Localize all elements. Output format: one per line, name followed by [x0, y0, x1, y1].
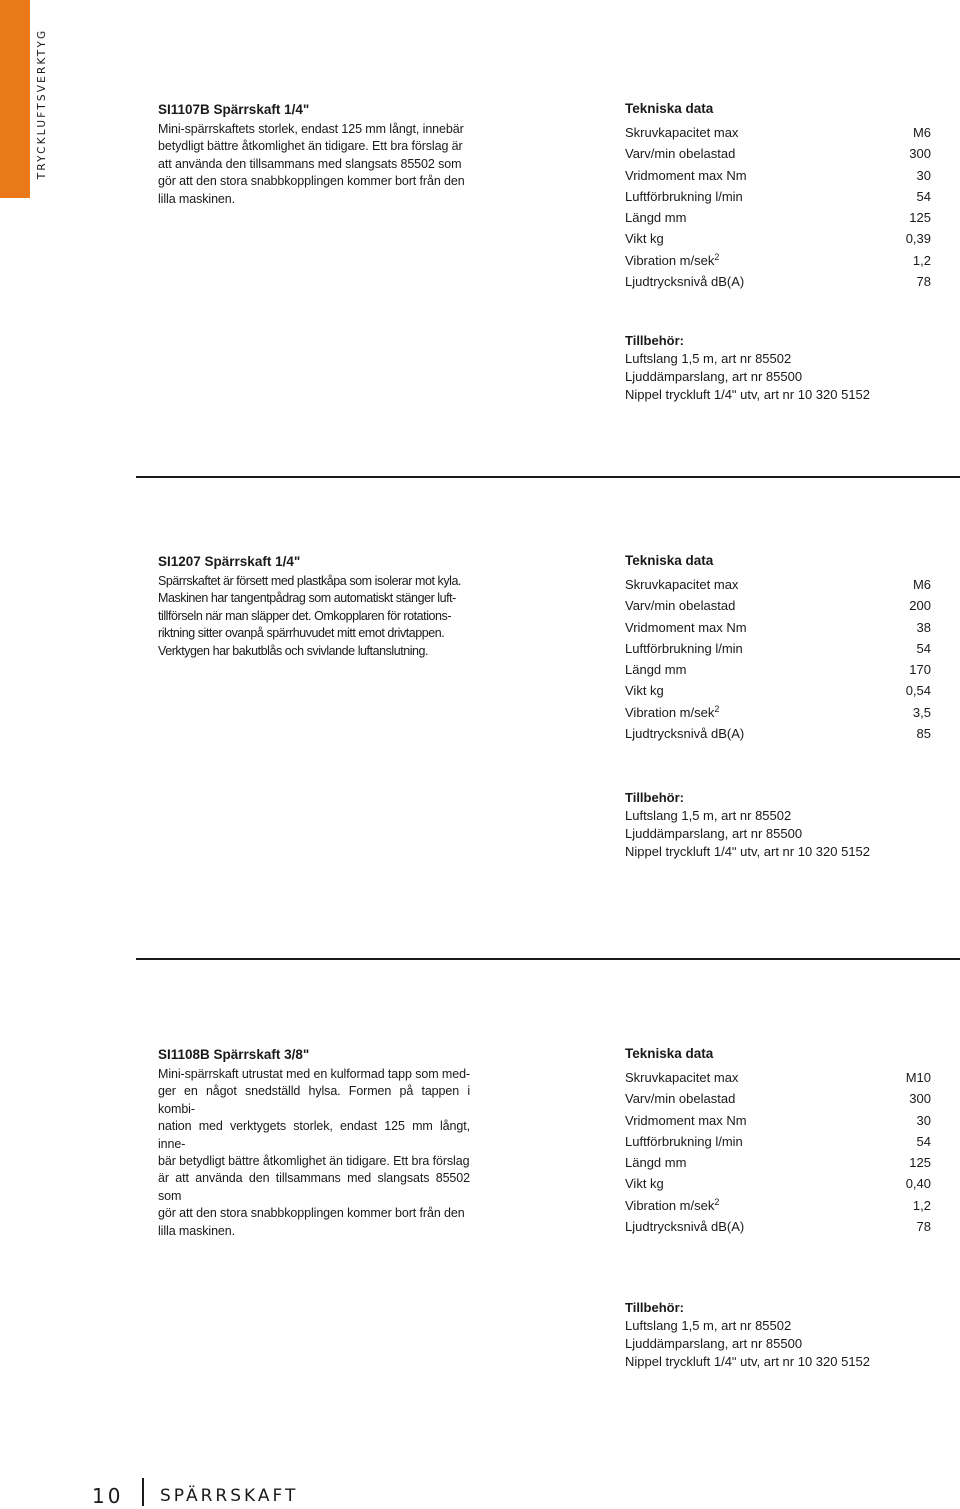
section-divider — [136, 958, 960, 960]
spec-row: Varv/min obelastad 300 — [625, 1091, 931, 1107]
accessory-item: Nippel tryckluft 1/4ʺ utv, art nr 10 320 5152 — [625, 843, 871, 859]
spec-row: Varv/min obelastad 200 — [625, 598, 931, 614]
spec-row: Längd mm 125 — [625, 1155, 931, 1171]
tech-specs-table — [625, 100, 931, 292]
page-number: 10 — [92, 1484, 124, 1508]
spec-row: Vibration m/sek$^2$ 1,2 — [625, 251, 931, 268]
accessory-item: Ljuddämparslang, art nr 85500 — [625, 368, 803, 384]
product-text: Mini-spärrskaftets storlek, endast 125 mm långt, innebär betydligt bättre åtkomlighet än tidigare. Ett bra förslag är att använda den tillsammans med slangsats 85502 som gör att den stora snabbkopplingen kommer bort från den lilla maskinen. — [158, 122, 465, 206]
tech-specs-title: Tekniska data — [625, 1046, 714, 1061]
product-description — [158, 553, 470, 660]
accessories — [625, 332, 925, 403]
accessory-item: Nippel tryckluft 1/4ʺ utv, art nr 10 320 5152 — [625, 1353, 871, 1369]
product-title: SI1108B Spärrskaft 3/8ʺ — [158, 1047, 310, 1062]
spec-row: Luftförbrukning l/min 54 — [625, 1133, 931, 1149]
spec-row: Vridmoment max Nm 30 — [625, 167, 931, 183]
tech-specs-table — [625, 1045, 931, 1237]
spec-row: Skruvkapacitet max M6 — [625, 577, 931, 592]
product-text: Spärrskaftet är försett med plastkåpa som isolerar mot kyla. Maskinen har tangentpådrag som automatiskt stänger luft- tillförseln när man släpper det. Omkopplaren för rotations- riktning sitter ovanpå spärrhuvudet mitt emot drivtappen. Verktygen har bakutblås och svivlande luftanslutning. — [158, 574, 461, 658]
product-title: SI1207 Spärrskaft 1/4ʺ — [158, 554, 301, 569]
spec-row: Vikt kg 0,54 — [625, 683, 931, 699]
accessory-item: Luftslang 1,5 m, art nr 85502 — [625, 351, 792, 366]
spec-row: Varv/min obelastad 300 — [625, 146, 931, 162]
spec-row: Ljudtrycksnivå dB(A) 78 — [625, 274, 931, 290]
accessories — [625, 789, 925, 860]
accessory-item: Nippel tryckluft 1/4ʺ utv, art nr 10 320 5152 — [625, 386, 871, 402]
footer-divider — [142, 1478, 144, 1506]
accessory-item: Luftslang 1,5 m, art nr 85502 — [625, 808, 792, 823]
accessories — [625, 1299, 925, 1370]
tech-specs-title: Tekniska data — [625, 553, 714, 568]
spec-row: Vibration m/sek$^2$ 3,5 — [625, 703, 931, 720]
spec-row: Vibration m/sek$^2$ 1,2 — [625, 1196, 931, 1213]
product-text: Mini-spärrskaft utrustat med en kulformad tapp som med- ger en något snedställd hylsa. Formen på tappen i kombi- nation med verktygets storlek, endast 125 mm långt, inne- bär betydligt bättre åtkomlighet än tidigare. Ett bra förslag är att använda den tillsammans med slangsats 85502 som gör att den stora snabbkopplingen kommer bort från den lilla maskinen. — [158, 1067, 470, 1238]
spec-row: Vikt kg 0,40 — [625, 1176, 931, 1192]
accessories-title: Tillbehör: — [625, 790, 684, 805]
product-description — [158, 1046, 470, 1240]
accessory-item: Luftslang 1,5 m, art nr 85502 — [625, 1318, 792, 1333]
tech-specs-title: Tekniska data — [625, 101, 714, 116]
spec-row: Ljudtrycksnivå dB(A) 78 — [625, 1219, 931, 1235]
tech-specs-table — [625, 552, 931, 744]
section-divider — [136, 476, 960, 478]
spec-row: Längd mm 125 — [625, 210, 931, 226]
section-label-text: TRYCKLUFTSVERKTYG — [36, 28, 48, 180]
product-description — [158, 101, 470, 208]
spec-row: Skruvkapacitet max M10 — [625, 1070, 931, 1085]
accessory-item: Ljuddämparslang, art nr 85500 — [625, 825, 803, 841]
spec-row: Luftförbrukning l/min 54 — [625, 640, 931, 656]
accessories-title: Tillbehör: — [625, 333, 684, 348]
spec-row: Vridmoment max Nm 38 — [625, 619, 931, 635]
spec-row: Skruvkapacitet max M6 — [625, 125, 931, 140]
spec-row: Vridmoment max Nm 30 — [625, 1112, 931, 1128]
section-color-tab — [0, 0, 30, 198]
accessory-item: Ljuddämparslang, art nr 85500 — [625, 1335, 803, 1351]
spec-row: Vikt kg 0,39 — [625, 231, 931, 247]
spec-row: Längd mm 170 — [625, 662, 931, 678]
spec-row: Luftförbrukning l/min 54 — [625, 188, 931, 204]
section-label — [33, 14, 51, 194]
chapter-title: SPÄRRSKAFT — [160, 1486, 299, 1506]
product-title: SI1107B Spärrskaft 1/4ʺ — [158, 102, 310, 117]
accessories-title: Tillbehör: — [625, 1300, 684, 1315]
spec-row: Ljudtrycksnivå dB(A) 85 — [625, 726, 931, 742]
